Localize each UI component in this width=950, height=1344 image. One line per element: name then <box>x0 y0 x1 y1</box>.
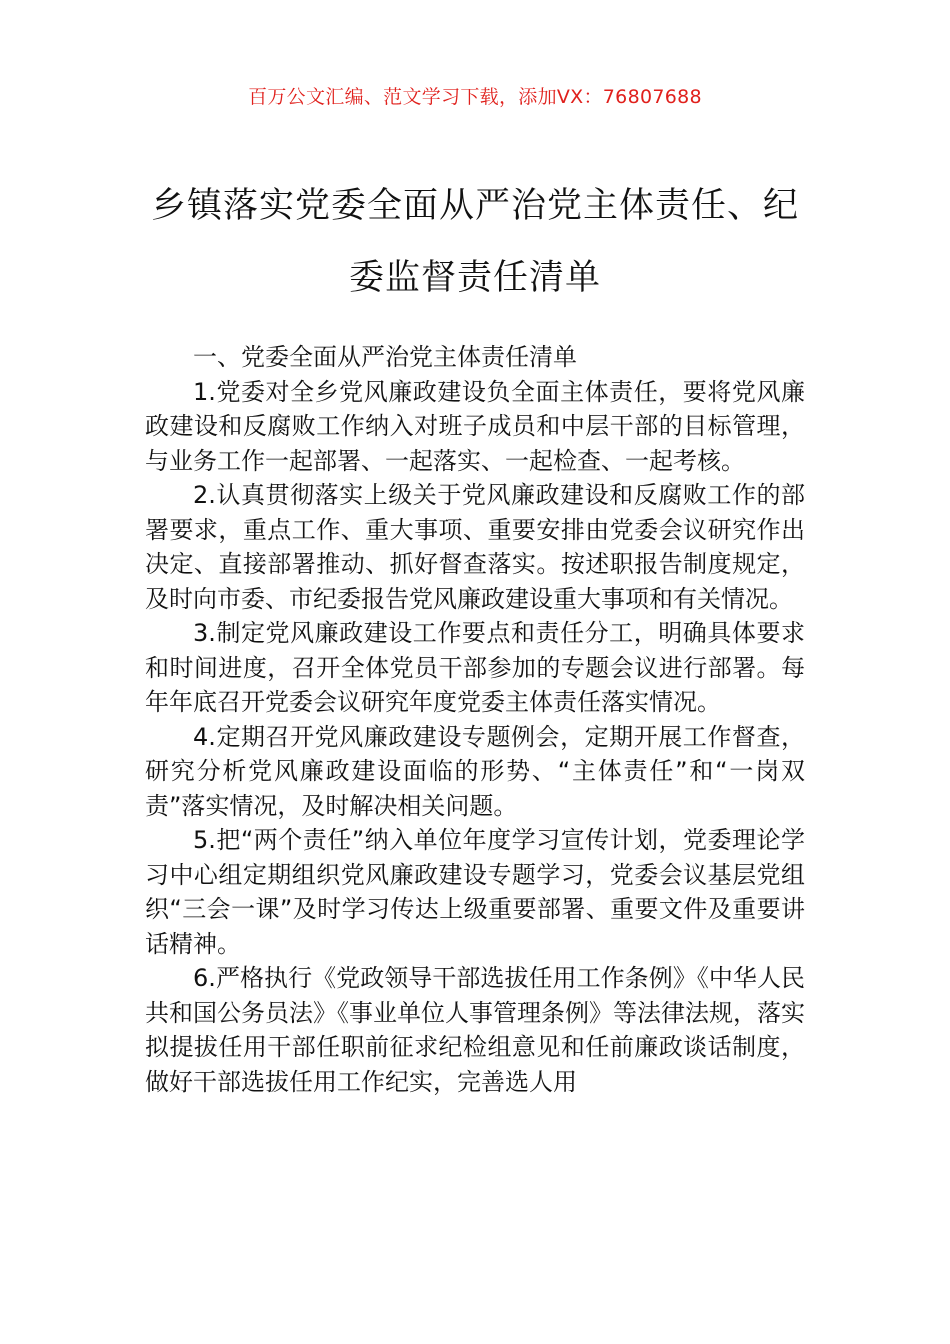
paragraph-6: 6.严格执行《党政领导干部选拔任用工作条例》《中华人民共和国公务员法》《事业单位人事管理条例》等法律法规，落实拟提拔任用干部任职前征求纪检组意见和任前廉政谈话制度，做好干部选拔任用工作纪实，完善选人用 <box>145 964 805 1096</box>
document-body <box>145 340 805 1099</box>
paragraph-1: 1.党委对全乡党风廉政建设负全面主体责任，要将党风廉政建设和反腐败工作纳入对班子成员和中层干部的目标管理，与业务工作一起部署、一起落实、一起检查、一起考核。 <box>145 377 805 475</box>
paragraph-2: 2.认真贯彻落实上级关于党风廉政建设和反腐败工作的部署要求，重点工作、重大事项、重要安排由党委会议研究作出决定、直接部署推动、抓好督查落实。按述职报告制度规定，及时向市委、市纪委报告党风廉政建设重大事项和有关情况。 <box>145 481 805 613</box>
title-line-1: 乡镇落实党委全面从严治党主体责任、纪 <box>150 186 799 226</box>
title-line-2: 委监督责任清单 <box>348 258 601 298</box>
paragraph-5: 5.把“两个责任”纳入单位年度学习宣传计划，党委理论学习中心组定期组织党风廉政建设专题学习，党委会议基层党组织“三会一课”及时学习传达上级重要部署、重要文件及重要讲话精神。 <box>145 826 805 958</box>
section-heading: 一、党委全面从严治党主体责任清单 <box>193 343 577 371</box>
document-title <box>145 170 805 314</box>
paragraph-4: 4.定期召开党风廉政建设专题例会，定期开展工作督查，研究分析党风廉政建设面临的形势、“主体责任”和“一岗双责”落实情况，及时解决相关问题。 <box>145 722 805 820</box>
watermark-banner: 百万公文汇编、范文学习下载，添加VX：76807688 <box>248 86 702 108</box>
paragraph-3: 3.制定党风廉政建设工作要点和责任分工，明确具体要求和时间进度，召开全体党员干部参加的专题会议进行部署。每年年底召开党委会议研究年度党委主体责任落实情况。 <box>145 619 805 716</box>
